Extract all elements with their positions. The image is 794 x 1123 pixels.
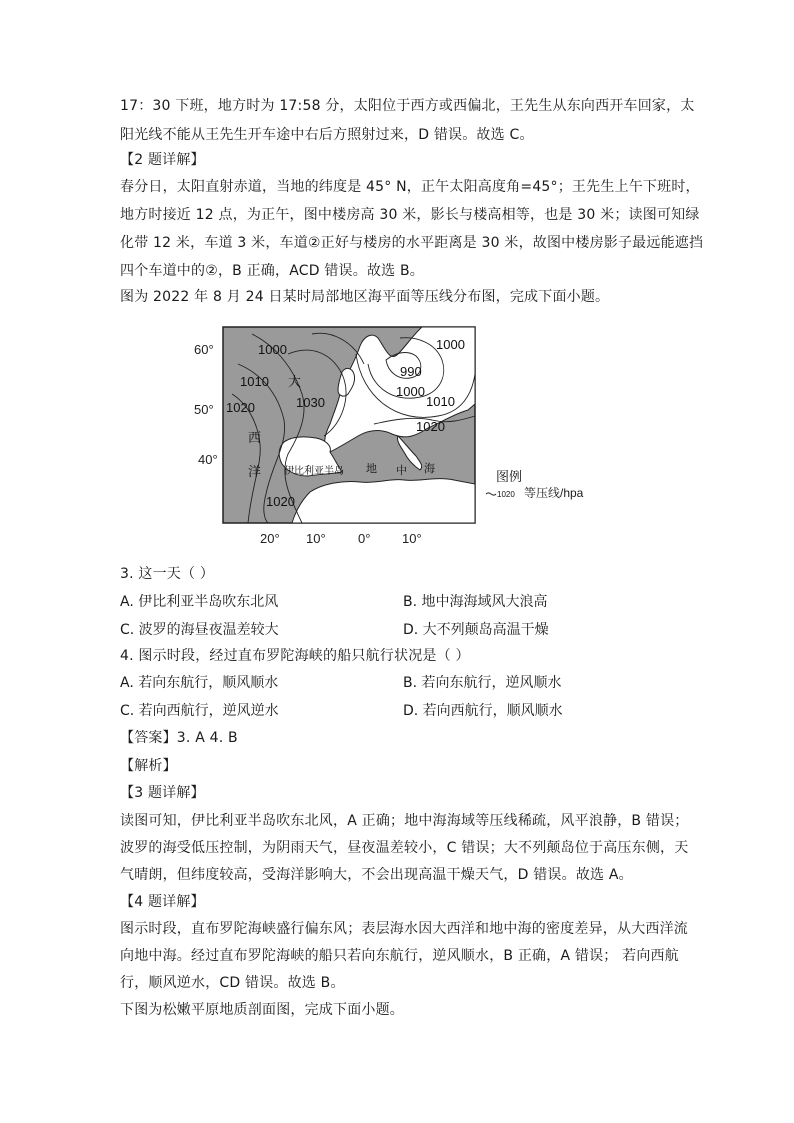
q4-detail-heading: 【4 题详解】	[120, 894, 205, 910]
text-line-6: 化带 12 米，车道 3 米，车道②正好与楼房的水平距离是 30 米，故图中楼房影子最远能遮挡	[120, 235, 704, 251]
text-line-7: 四个车道中的②，B 正确，ACD 错误。故选 B。	[120, 263, 424, 279]
lat-label-60: 60°	[194, 342, 214, 357]
place-label-med-1: 地	[366, 462, 377, 475]
isobar-label: 1000	[396, 384, 425, 399]
lat-label-50: 50°	[194, 402, 214, 417]
isobar-label: 1020	[416, 419, 445, 434]
q3-detail-line-3: 气晴朗，但纬度较高，受海洋影响大，不会出现高温干燥天气，D 错误。故选 A。	[120, 867, 633, 883]
isobar-label: 1030	[296, 395, 325, 410]
analysis-heading: 【解析】	[120, 758, 177, 774]
isobar-label: 990	[400, 364, 422, 379]
q4-option-c: C. 若向西航行，逆风逆水	[120, 703, 279, 719]
place-label-med-2: 中	[396, 464, 407, 477]
lon-label-20w: 20°	[260, 531, 280, 546]
q4-option-d: D. 若向西航行，顺风顺水	[403, 703, 563, 719]
q2-detail-heading: 【2 题详解】	[120, 152, 205, 168]
isobar-label: 1020	[266, 494, 295, 509]
lon-label-0: 0°	[358, 531, 371, 546]
q4-option-a: A. 若向东航行，顺风顺水	[120, 675, 279, 691]
q3-option-c: C. 波罗的海昼夜温差较大	[120, 622, 279, 638]
lon-label-10e: 10°	[402, 531, 422, 546]
place-label-iberia: 伊比利亚半岛	[284, 466, 344, 477]
q3-option-b: B. 地中海海域风大浪高	[403, 594, 548, 610]
isobar-label: 1000	[436, 337, 465, 352]
question-3: 3. 这一天（ ）	[120, 566, 215, 582]
place-label-med-3: 海	[424, 462, 435, 475]
place-label-atlantic-3: 洋	[248, 465, 262, 480]
isobar-label: 1020	[226, 400, 255, 415]
answer-line: 【答案】3. A 4. B	[120, 730, 238, 746]
text-line-1: 17：30 下班，地方时为 17:58 分，太阳位于西方或西偏北，王先生从东向西开车回家，太	[120, 98, 695, 114]
q3-detail-heading: 【3 题详解】	[120, 785, 205, 801]
q3-detail-line-2: 波罗的海受低压控制，为阴雨天气，昼夜温差较小，C 错误；大不列颠岛位于高压东侧，天	[120, 840, 689, 856]
isobar-label: 1010	[426, 394, 455, 409]
legend-text: 等压线/hpa	[524, 486, 584, 500]
legend-sample-value: 1020	[497, 490, 515, 499]
lat-label-40: 40°	[198, 452, 218, 467]
legend-title: 图例	[496, 470, 522, 485]
text-line-4: 春分日，太阳直射赤道，当地的纬度是 45° N，正午太阳高度角=45°；王先生上午下班时，	[120, 179, 700, 195]
isobar-map	[192, 324, 522, 550]
q4-detail-line-3: 行，顺风逆水，CD 错误。故选 B。	[120, 975, 345, 991]
q4-detail-line-2: 向地中海。经过直布罗陀海峡的船只若向东航行，逆风顺水，B 正确，A 错误； 若向西航	[120, 948, 679, 964]
figure-intro: 图为 2022 年 8 月 24 日某时局部地区海平面等压线分布图，完成下面小题。	[120, 289, 610, 305]
q4-option-b: B. 若向东航行，逆风顺水	[403, 675, 562, 691]
place-label-atlantic-1: 大	[288, 375, 302, 390]
q3-detail-line-1: 读图可知，伊比利亚半岛吹东北风，A 正确；地中海海域等压线稀疏，风平浪静，B 错误；	[120, 813, 689, 829]
legend-line-sample	[486, 493, 496, 495]
text-line-2: 阳光线不能从王先生开车途中右后方照射过来，D 错误。故选 C。	[120, 127, 534, 143]
q3-option-a: A. 伊比利亚半岛吹东北风	[120, 594, 279, 610]
place-label-atlantic-2: 西	[248, 431, 262, 446]
q4-detail-line-1: 图示时段，直布罗陀海峡盛行偏东风；表层海水因大西洋和地中海的密度差异，从大西洋流	[120, 921, 688, 937]
question-4: 4. 图示时段，经过直布罗陀海峡的船只航行状况是（ ）	[120, 648, 470, 664]
isobar-label: 1010	[240, 374, 269, 389]
text-line-5: 地方时接近 12 点，为正午，图中楼房高 30 米，影长与楼高相等，也是 30 米；读图可知绿	[120, 207, 700, 223]
isobar-label: 1000	[258, 342, 287, 357]
q3-option-d: D. 大不列颠岛高温干燥	[403, 622, 549, 638]
lon-label-10w: 10°	[306, 531, 326, 546]
closing-line: 下图为松嫩平原地质剖面图，完成下面小题。	[120, 1002, 404, 1018]
